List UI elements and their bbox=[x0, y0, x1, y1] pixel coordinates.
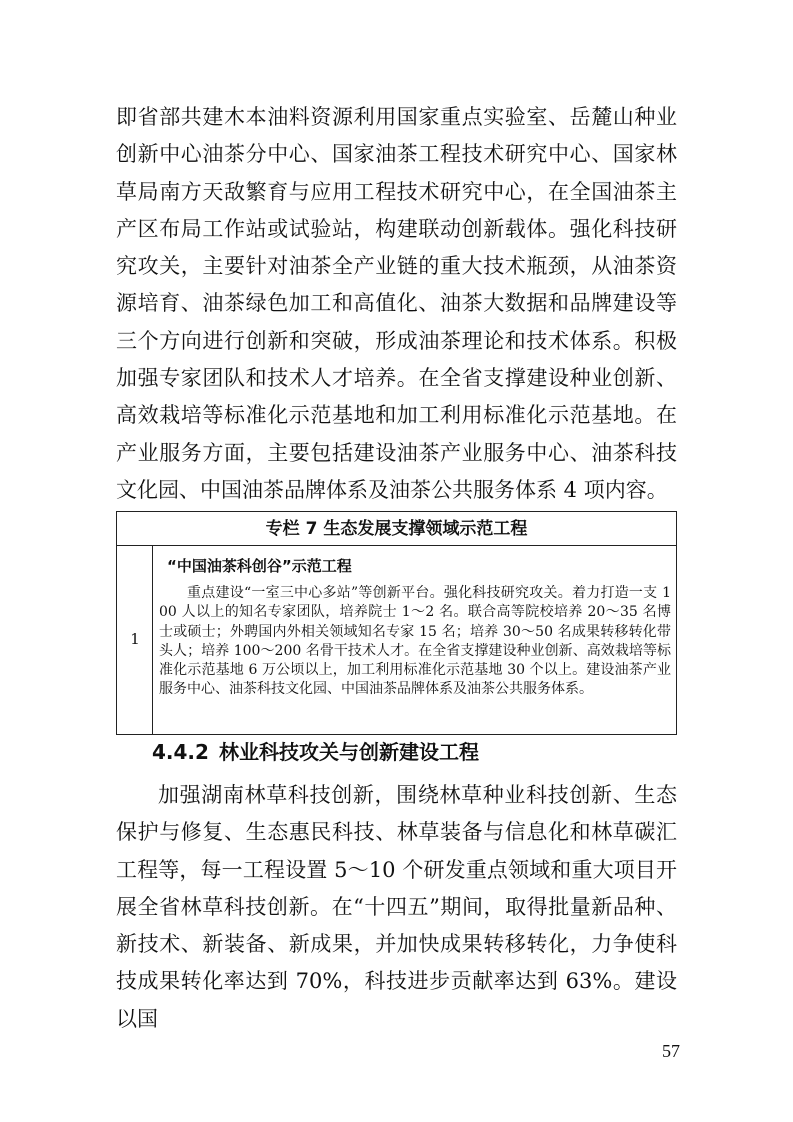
callout-box bbox=[116, 511, 677, 735]
page-number: 57 bbox=[662, 1041, 680, 1061]
body-paragraph-top: 即省部共建木本油料资源利用国家重点实验室、岳麓山种业创新中心油茶分中心、国家油茶工程技术研究中心、国家林草局南方天敌繁育与应用工程技术研究中心，在全国油茶主产区布局工作站或试验站，构建联动创新载体。强化科技研究攻关，主要针对油茶全产业链的重大技术瓶颈，从油茶资源培育、油茶绿色加工和高值化、油茶大数据和品牌建设等三个方向进行创新和突破，形成油茶理论和技术体系。积极加强专家团队和技术人才培养。在全省支撑建设种业创新、高效栽培等标准化示范基地和加工利用标准化示范基地。在产业服务方面，主要包括建设油茶产业服务中心、油茶科技文化园、中国油茶品牌体系及油茶公共服务体系 4 项内容。 bbox=[116, 105, 677, 502]
section-number: 4.4.2 bbox=[152, 740, 209, 764]
callout-row-number: 1 bbox=[130, 630, 140, 648]
section-heading bbox=[152, 737, 479, 767]
callout-number-column bbox=[117, 546, 153, 734]
callout-body: 重点建设“一室三中心多站”等创新平台。强化科技研究攻关。着力打造一支 100 人以上的知名专家团队，培养院士 1～2 名。联合高等院校培养 20～35 名博士或硕士；外聘国内外相关领域知名专家 15 名；培养 30～50 名成果转移转化带头人；培养 100～200 名骨干技术人才。在全省支撑建设种业创新、高效栽培等标准化示范基地 6 万公顷以上，加工利用标准化示范基地 30 个以上。建设油茶产业服务中心、油茶科技文化园、中国油茶品牌体系及油茶公共服务体系。 bbox=[159, 585, 671, 698]
callout-subtitle: “中国油茶科创谷”示范工程 bbox=[167, 557, 352, 575]
body-paragraph-bottom: 加强湖南林草科技创新，围绕林草种业科技创新、生态保护与修复、生态惠民科技、林草装备与信息化和林草碳汇工程等，每一工程设置 5～10 个研发重点领域和重大项目开展全省林草科技创新。在“十四五”期间，取得批量新品种、新技术、新装备、新成果，并加快成果转移转化，力争使科技成果转化率达到 70%，科技进步贡献率达到 63%。建设以国 bbox=[116, 783, 677, 1031]
callout-title: 专栏 7 生态发展支撑领域示范工程 bbox=[117, 512, 676, 546]
callout-content bbox=[159, 550, 671, 700]
section-title: 林业科技攻关与创新建设工程 bbox=[218, 740, 479, 764]
